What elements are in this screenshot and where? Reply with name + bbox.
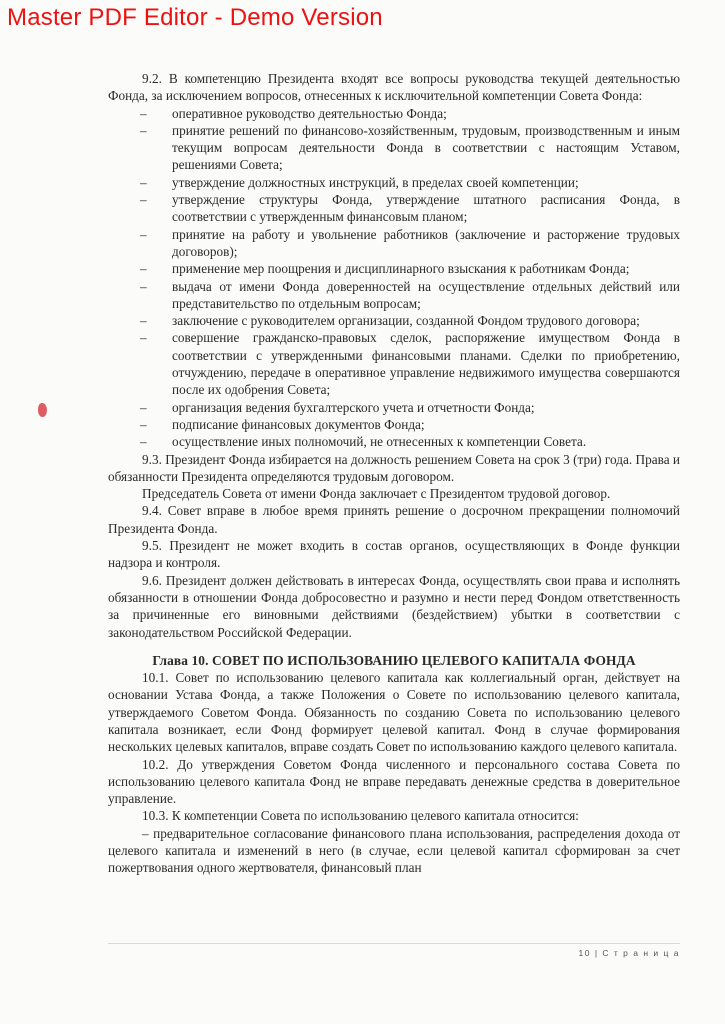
paragraph-10-3: 10.3. К компетенции Совета по использованию целевого капитала относится: — [142, 808, 579, 824]
list-item: – оперативное руководство деятельностью Фонда; — [140, 105, 447, 121]
paragraph-9-5: 9.5. Президент не может входить в состав органов, осуществляющих в Фонде функции надзора и контроля. — [108, 538, 680, 571]
demo-watermark: Master PDF Editor - Demo Version — [7, 4, 383, 31]
paragraph-9-3: 9.3. Президент Фонда избирается на должность решением Совета на срок 3 (три) года. Права и обязанности Президента определяются трудовым договором. — [108, 451, 680, 484]
document-page — [108, 70, 680, 877]
list-item: – осуществление иных полномочий, не отнесенных к компетенции Совета. — [140, 434, 587, 450]
paragraph-9-3-contract: Председатель Совета от имени Фонда заключает с Президентом трудовой договор. — [142, 486, 611, 502]
list-item: – утверждение структуры Фонда, утверждение штатного расписания Фонда, в соответствии с утвержденным финансовым планом; — [140, 192, 680, 225]
paragraph-9-6: 9.6. Президент должен действовать в интересах Фонда, осуществлять свои права и исполнять обязанности в отношении Фонда добросовестно и разумно и нести перед Фондом ответственность за причиненные его виновными действиями (бездействием) убытки в соответствии с законодательством Российской Федерации. — [108, 572, 680, 640]
paragraph-10-2: 10.2. До утверждения Советом Фонда численного и персонального состава Совета по использованию целевого капитала Фонд не вправе передавать денежные средства в доверительное управление. — [108, 756, 680, 807]
paragraph-10-3-item: – предварительное согласование финансового плана использования, распределения дохода от целевого капитала и изменений в него (в случае, если целевой капитал сформирован за счет пожертвования одного жертвователя, финансовый план — [108, 825, 680, 876]
paragraph-9-2: 9.2. В компетенцию Президента входят все вопросы руководства текущей деятельностью Фонда, за исключением вопросов, отнесенных к исключительной компетенции Совета Фонда: — [108, 71, 680, 104]
list-item: – организация ведения бухгалтерского учета и отчетности Фонда; — [140, 399, 535, 415]
list-item: – принятие решений по финансово-хозяйственным, трудовым, производственным и иным текущим вопросам деятельности Фонда в соответствии с настоящим Уставом, решениями Совета; — [140, 122, 680, 173]
chapter-10-heading: Глава 10. СОВЕТ ПО ИСПОЛЬЗОВАНИЮ ЦЕЛЕВОГО КАПИТАЛА ФОНДА — [152, 652, 636, 668]
paragraph-10-1: 10.1. Совет по использованию целевого капитала как коллегиальный орган, действует на основании Устава Фонда, а также Положения о Совете по использованию целевого капитала, утверждаемого Советом Фонда. Обязанность по созданию Совета по использованию целевого капитала возникает, если Фонд формирует целевой капитал. Фонд в случае формирования нескольких целевых капиталов, вправе создать Совет по использованию каждого целевого капитала. — [108, 670, 680, 755]
list-item: – совершение гражданско-правовых сделок, распоряжение имуществом Фонда в соответствии с утвержденными финансовыми планами. Сделки по приобретению, отчуждению, передаче в оперативное управление недвижимого имущества совершаются после их одобрения Совета; — [140, 330, 680, 398]
list-item: – выдача от имени Фонда доверенностей на осуществление отдельных действий или представительство по отдельным вопросам; — [140, 278, 680, 311]
list-item: – подписание финансовых документов Фонда; — [140, 416, 425, 432]
list-item: – применение мер поощрения и дисциплинарного взыскания к работникам Фонда; — [140, 261, 630, 277]
list-item: – утверждение должностных инструкций, в пределах своей компетенции; — [140, 174, 579, 190]
list-item: – заключение с руководителем организации, созданной Фондом трудового договора; — [140, 313, 640, 329]
paragraph-9-4: 9.4. Совет вправе в любое время принять решение о досрочном прекращении полномочий Президента Фонда. — [108, 503, 680, 536]
list-item: – принятие на работу и увольнение работников (заключение и расторжение трудовых договоров); — [140, 226, 680, 259]
page-number: 10 | С т р а н и ц а — [578, 948, 680, 958]
footer-divider — [108, 943, 680, 944]
red-ink-mark — [38, 403, 47, 417]
